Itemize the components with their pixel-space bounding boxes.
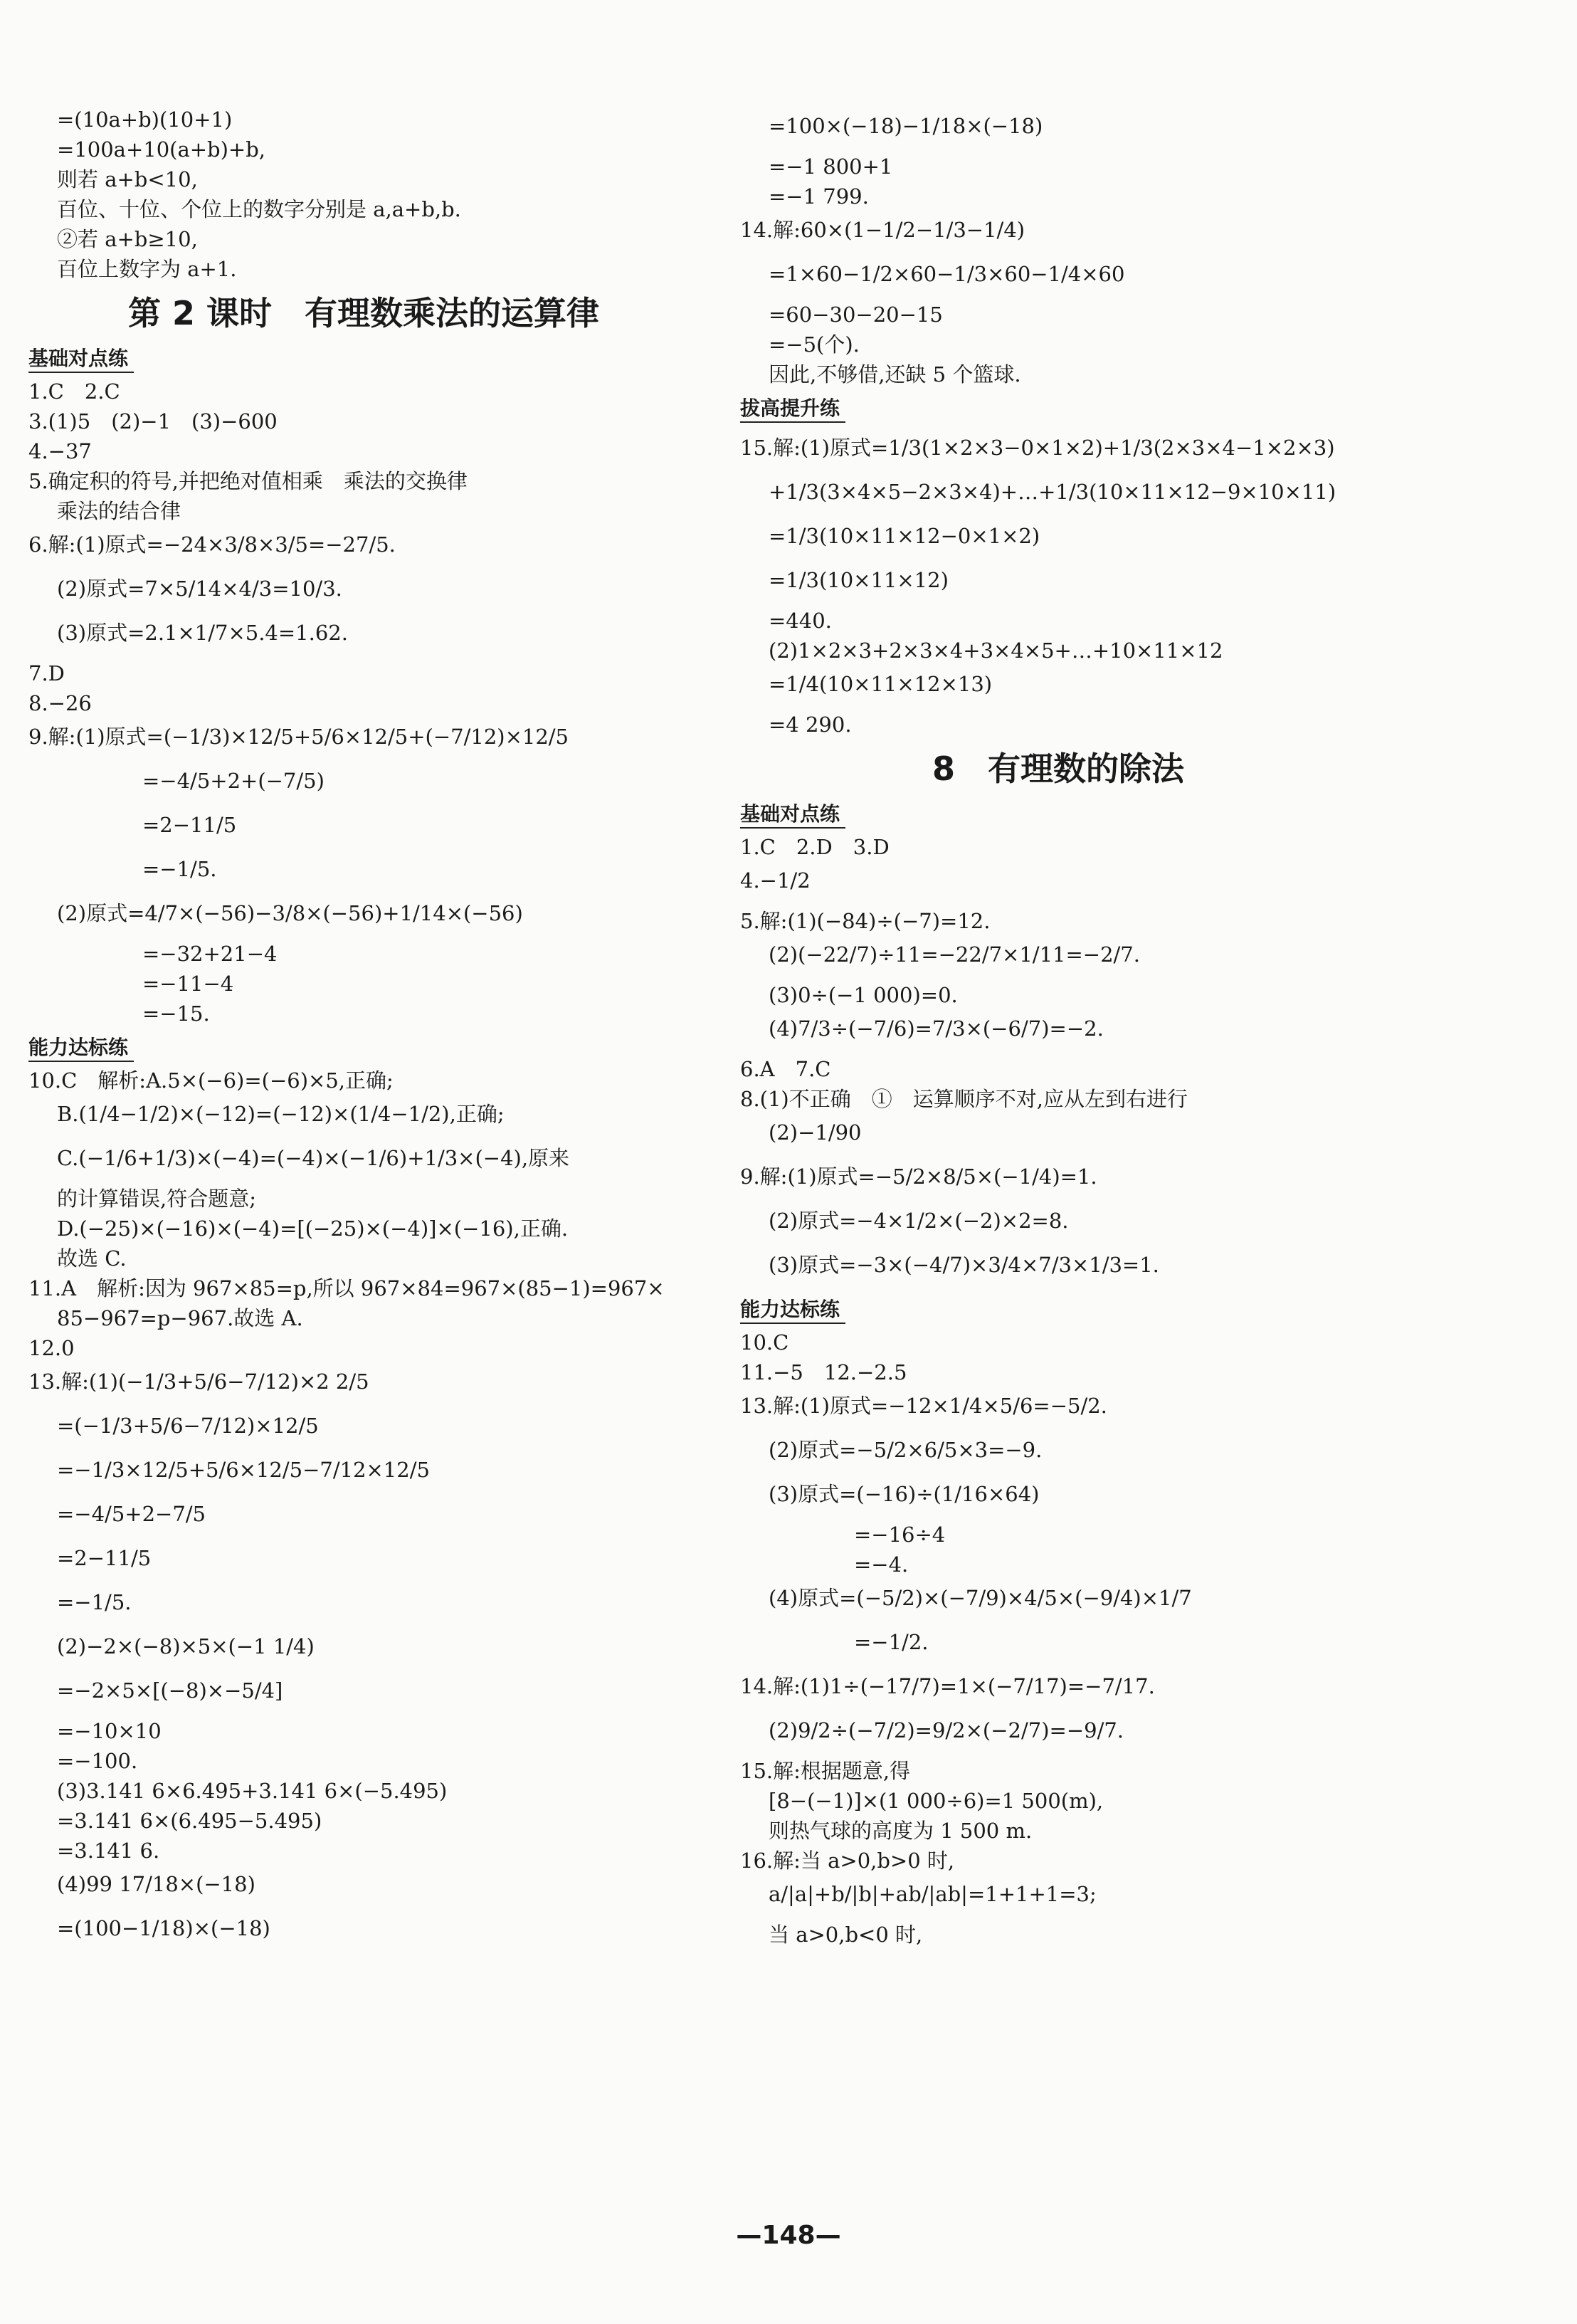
section-label-ability-right: 能力达标练 [740, 1297, 845, 1324]
answer-line: [8−(−1)]×(1 000÷6)=1 500(m), [769, 1789, 1104, 1813]
answer-line: +1/3(3×4×5−2×3×4)+…+1/3(10×11×12−9×10×11) [769, 480, 1336, 504]
lesson-heading: 第 2 课时 有理数乘法的运算律 [128, 294, 600, 332]
answer-line: =−2×5×[(−8)×−5/4] [57, 1678, 283, 1703]
answer-line: 4.−1/2 [740, 868, 811, 893]
answer-line: =1/3(10×11×12−0×1×2) [769, 524, 1040, 548]
answer-line: =4 290. [769, 713, 852, 737]
answer-line: C.(−1/6+1/3)×(−4)=(−4)×(−1/6)+1/3×(−4),原来 [57, 1146, 570, 1170]
answer-line: 8.−26 [28, 691, 92, 715]
page-number: —148— [736, 2221, 841, 2250]
answer-line: (2)原式=4/7×(−56)−3/8×(−56)+1/14×(−56) [57, 901, 523, 925]
continued-solution-right [740, 110, 1438, 387]
ability-answers [28, 1068, 726, 1945]
answer-line: 因此,不够借,还缺 5 个篮球. [769, 362, 1021, 387]
answer-line: 9.解:(1)原式=−5/2×8/5×(−1/4)=1. [740, 1164, 1097, 1189]
answer-line: 6.A 7.C [740, 1057, 831, 1081]
answer-line: (2)原式=7×5/14×4/3=10/3. [57, 577, 342, 601]
answer-line: 16.解:当 a>0,b>0 时, [740, 1849, 955, 1873]
answer-line: B.(1/4−1/2)×(−12)=(−12)×(1/4−1/2),正确; [57, 1102, 505, 1126]
answer-line: =1×60−1/2×60−1/3×60−1/4×60 [769, 262, 1125, 286]
answer-line: (3)原式=2.1×1/7×5.4=1.62. [57, 621, 348, 645]
chapter-heading: 8 有理数的除法 [932, 750, 1185, 788]
answer-line: 则热气球的高度为 1 500 m. [769, 1819, 1033, 1843]
answer-line: =−1 799. [769, 184, 869, 209]
answer-line: (2)原式=−5/2×6/5×3=−9. [769, 1438, 1043, 1462]
answer-line: =100×(−18)−1/18×(−18) [769, 114, 1043, 138]
section-label-basic-right: 基础对点练 [740, 801, 845, 829]
answer-line: =−15. [142, 1001, 210, 1026]
text-line: 则若 a+b<10, [57, 167, 198, 191]
answer-line: =−1/5. [142, 857, 217, 881]
answer-line: 7.D [28, 661, 65, 685]
answer-line: (2)−2×(−8)×5×(−1 1/4) [57, 1634, 315, 1658]
answer-line: =−10×10 [57, 1719, 162, 1743]
answer-line: 6.解:(1)原式=−24×3/8×3/5=−27/5. [28, 532, 396, 557]
text-line: =100a+10(a+b)+b, [57, 137, 266, 162]
answer-line: 1.C 2.C [28, 379, 120, 404]
answer-line: =−100. [57, 1749, 138, 1773]
answer-line: 11.−5 12.−2.5 [740, 1360, 907, 1384]
answer-line: =(100−1/18)×(−18) [57, 1916, 270, 1940]
answer-line: 的计算错误,符合题意; [57, 1187, 256, 1211]
answer-line: 14.解:(1)1÷(−17/7)=1×(−7/17)=−7/17. [740, 1674, 1155, 1698]
answer-line: =−4/5+2+(−7/5) [142, 769, 325, 793]
section-label-basic: 基础对点练 [28, 346, 134, 373]
answer-line: 13.解:(1)原式=−12×1/4×5/6=−5/2. [740, 1394, 1107, 1418]
answer-line: =3.141 6×(6.495−5.495) [57, 1809, 322, 1833]
continued-solution [28, 107, 726, 282]
answer-line: 15.解:(1)原式=1/3(1×2×3−0×1×2)+1/3(2×3×4−1×2×3) [740, 436, 1335, 460]
answer-line: 当 a>0,b<0 时, [769, 1923, 923, 1947]
basic-answers-right [740, 834, 1438, 1281]
answer-line: =−5(个). [769, 332, 860, 357]
answer-line: 10.C [740, 1330, 789, 1355]
left-column [28, 107, 726, 1956]
answer-line: =−11−4 [142, 972, 234, 996]
answer-line: 15.解:根据题意,得 [740, 1759, 911, 1783]
answer-line: 8.(1)不正确 ① 运算顺序不对,应从左到右进行 [740, 1087, 1188, 1111]
answer-line: 9.解:(1)原式=(−1/3)×12/5+5/6×12/5+(−7/12)×12/5 [28, 725, 569, 749]
answer-line: D.(−25)×(−16)×(−4)=[(−25)×(−4)]×(−16),正确. [57, 1216, 569, 1241]
answer-line: (2)原式=−4×1/2×(−2)×2=8. [769, 1209, 1069, 1233]
answer-line: =2−11/5 [57, 1546, 152, 1570]
text-line: 百位上数字为 a+1. [57, 257, 237, 281]
answer-line: (4)7/3÷(−7/6)=7/3×(−6/7)=−2. [769, 1016, 1104, 1041]
answer-line: 1.C 2.D 3.D [740, 835, 890, 859]
answer-line: =−1 800+1 [769, 154, 893, 179]
answer-line: (4)99 17/18×(−18) [57, 1872, 255, 1896]
answer-line: 5.解:(1)(−84)÷(−7)=12. [740, 909, 991, 933]
answer-line: (3)0÷(−1 000)=0. [769, 983, 958, 1007]
answer-line: (2)(−22/7)÷11=−22/7×1/11=−2/7. [769, 942, 1140, 967]
answer-line: 85−967=p−967.故选 A. [57, 1306, 303, 1330]
answer-line: (3)原式=−3×(−4/7)×3/4×7/3×1/3=1. [769, 1253, 1159, 1277]
answer-line: =−32+21−4 [142, 942, 278, 966]
answer-line: a/|a|+b/|b|+ab/|ab|=1+1+1=3; [769, 1882, 1097, 1906]
text-line: =(10a+b)(10+1) [57, 107, 233, 132]
ability-answers-right [740, 1330, 1438, 1947]
answer-line: (2)1×2×3+2×3×4+3×4×5+…+10×11×12 [769, 638, 1223, 663]
lift-answers [740, 431, 1438, 737]
answer-line: (3)原式=(−16)÷(1/16×64) [769, 1482, 1040, 1506]
text-line: 百位、十位、个位上的数字分别是 a,a+b,b. [57, 197, 461, 221]
answer-line: 3.(1)5 (2)−1 (3)−600 [28, 409, 278, 433]
answer-line: (2)−1/90 [769, 1120, 862, 1145]
answer-line: 11.A 解析:因为 967×85=p,所以 967×84=967×(85−1)=967× [28, 1276, 665, 1300]
answer-line: (2)9/2÷(−7/2)=9/2×(−2/7)=−9/7. [769, 1718, 1124, 1742]
answer-line: =440. [769, 609, 832, 633]
answer-line: =−16÷4 [854, 1523, 946, 1547]
answer-line: 故选 C. [57, 1246, 127, 1271]
section-label-ability: 能力达标练 [28, 1035, 134, 1062]
answer-line: 14.解:60×(1−1/2−1/3−1/4) [740, 218, 1025, 242]
answer-line: 13.解:(1)(−1/3+5/6−7/12)×2 2/5 [28, 1369, 369, 1394]
answer-line: =−1/2. [854, 1630, 929, 1654]
section-label-lift: 拔高提升练 [740, 396, 845, 423]
answer-line: =−1/3×12/5+5/6×12/5−7/12×12/5 [57, 1458, 430, 1482]
answer-line: 5.确定积的符号,并把绝对值相乘 乘法的交换律 [28, 469, 468, 493]
answer-line: (3)3.141 6×6.495+3.141 6×(−5.495) [57, 1779, 448, 1803]
answer-line: 乘法的结合律 [57, 499, 181, 523]
answer-line: 12.0 [28, 1336, 75, 1360]
answer-line: =1/4(10×11×12×13) [769, 672, 993, 696]
answer-line: =3.141 6. [57, 1839, 160, 1863]
answer-line: =1/3(10×11×12) [769, 568, 949, 592]
basic-answers [28, 379, 726, 1026]
answer-line: 10.C 解析:A.5×(−6)=(−6)×5,正确; [28, 1068, 394, 1093]
answer-line: =2−11/5 [142, 813, 237, 837]
answer-line: (4)原式=(−5/2)×(−7/9)×4/5×(−9/4)×1/7 [769, 1586, 1192, 1610]
right-column [740, 107, 1438, 1952]
answer-line: =−1/5. [57, 1590, 132, 1614]
answer-line: 4.−37 [28, 439, 92, 463]
answer-line: =−4. [854, 1552, 909, 1577]
text-line: ②若 a+b≥10, [57, 227, 198, 251]
answer-line: =−4/5+2−7/5 [57, 1502, 206, 1526]
answer-line: =(−1/3+5/6−7/12)×12/5 [57, 1414, 319, 1438]
answer-line: =60−30−20−15 [769, 303, 943, 327]
